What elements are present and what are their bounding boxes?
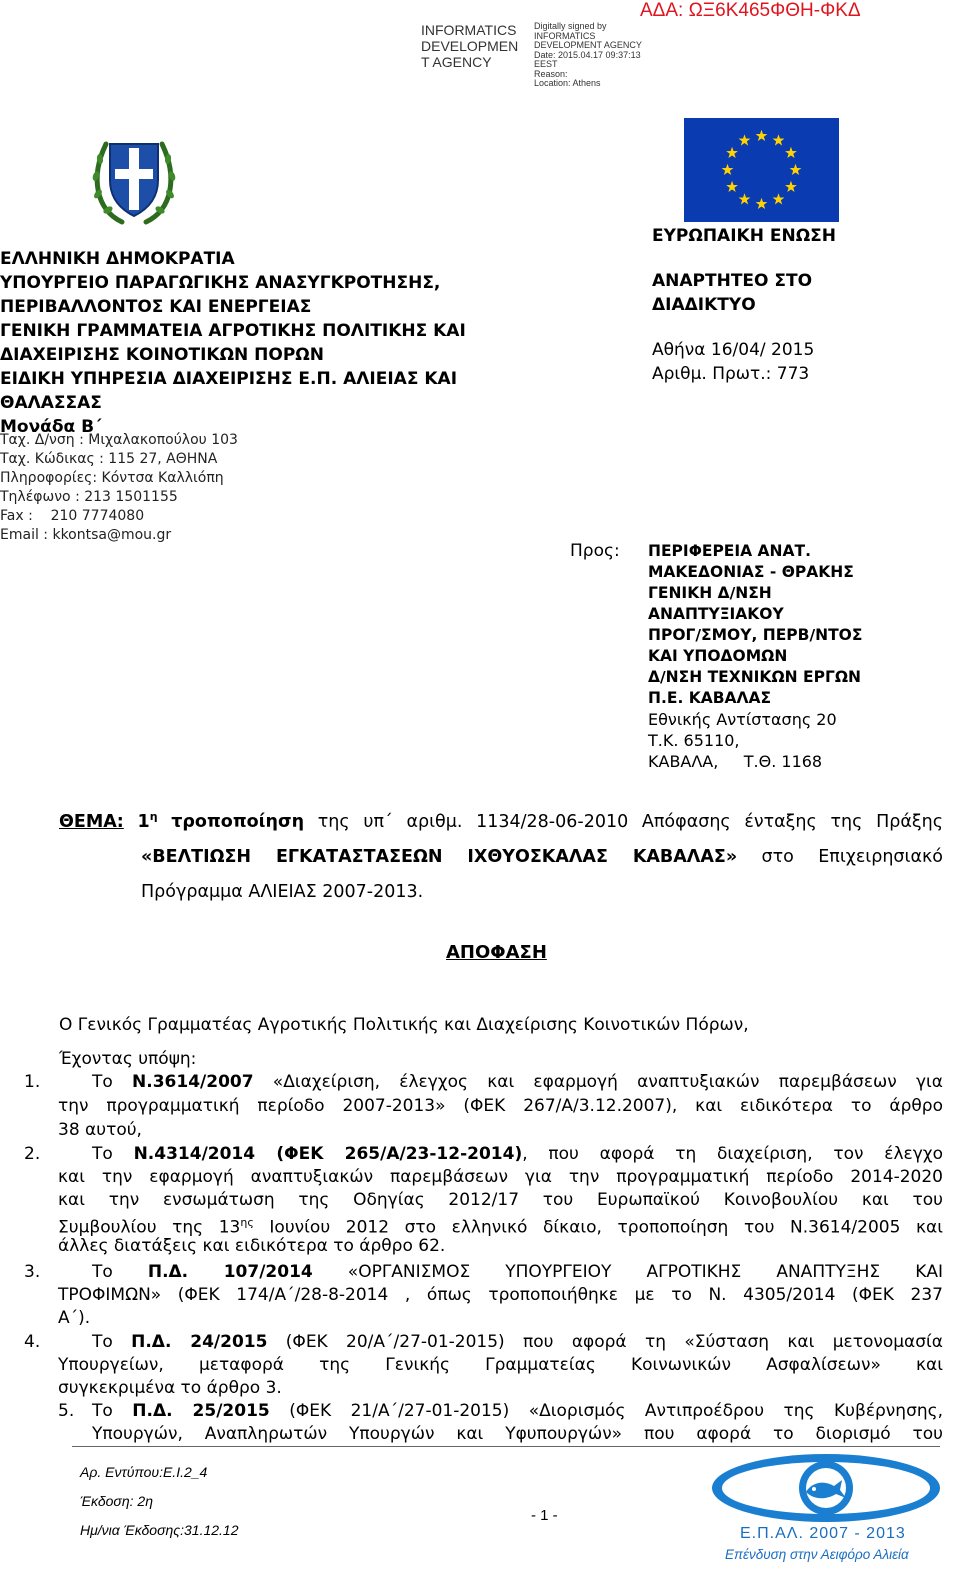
item-text: Το — [92, 1144, 134, 1164]
item-text: «ΟΡΓΑΝΙΣΜΟΣ ΥΠΟΥΡΓΕΙΟΥ ΑΓΡΟΤΙΚΗΣ ΑΝΑΠΤΥΞΗΣ ΚΑΙ — [312, 1262, 943, 1282]
signature-detail: Digitally signed by — [534, 21, 607, 31]
logo-title: Ε.Π.ΑΛ. 2007 - 2013 — [740, 1525, 906, 1542]
contact-line: Ταχ. Κώδικας : 115 27, ΑΘΗΝΑ — [0, 451, 218, 467]
item-number: 3. — [24, 1262, 41, 1282]
list-item — [0, 1399, 943, 1447]
list-item — [0, 1142, 943, 1260]
footer-form-number: Αρ. Εντύπου:Ε.Ι.2_4 — [80, 1464, 208, 1480]
ada-code: ΑΔΑ: ΩΞ6Κ465ΦΘΗ-ΦΚΔ — [640, 0, 861, 21]
sender-line: ΓΕΝΙΚΗ ΓΡΑΜΜΑΤΕΙΑ ΑΓΡΟΤΙΚΗΣ ΠΟΛΙΤΙΚΗΣ ΚΑΙ — [0, 321, 466, 341]
sender-line: ΔΙΑΧΕΙΡΙΣΗΣ ΚΟΙΝΟΤΙΚΩΝ ΠΟΡΩΝ — [0, 345, 324, 365]
item-line — [58, 1260, 943, 1284]
item-law-ref: Ν.4314/2014 (ΦΕΚ 265/Α/23-12-2014) — [133, 1144, 523, 1164]
item-text: (ΦΕΚ 20/Α΄/27-01-2015) που αφορά τη «Σύσταση και μετονομασία — [267, 1332, 943, 1352]
recipient-block — [648, 541, 862, 772]
post-line: ΑΝΑΡΤΗΤΕΟ ΣΤΟ — [652, 271, 813, 291]
item-line: και την εφαρμογή αναπτυξιακών παρεμβάσεων για την προγραμματική περίοδο 2014-2020 — [58, 1167, 943, 1187]
subject-sup: η — [149, 810, 158, 823]
item-line: και την ενσωμάτωση της Οδηγίας 2012/17 του Ευρωπαϊκού Κοινοβουλίου και του — [58, 1190, 943, 1210]
doc-date: Αθήνα 16/04/ 2015 — [652, 340, 815, 360]
intro-text: Ο Γενικός Γραμματέας Αγροτικής Πολιτικής και Διαχείρισης Κοινοτικών Πόρων, — [59, 1015, 749, 1035]
item-line: Α΄). — [58, 1308, 91, 1328]
item-text: Το — [92, 1401, 133, 1421]
list-item — [0, 1330, 943, 1399]
footer-edition: Έκδοση: 2η — [80, 1493, 153, 1509]
recipient-line: ΑΝΑΠΤΥΞΙΑΚΟΥ — [648, 605, 784, 623]
sender-block — [0, 247, 466, 439]
considering-label: Έχοντας υπόψη: — [59, 1049, 197, 1069]
sender-line: ΘΑΛΑΣΣΑΣ — [0, 393, 102, 413]
item-text: Το — [92, 1332, 132, 1352]
item-line: την προγραμματική περίοδο 2007-2013» (ΦΕΚ 267/Α/3.12.2007), και ειδικότερα το άρθρο — [58, 1096, 943, 1116]
item-text: (ΦΕΚ 21/Α΄/27-01-2015) «Διορισμός Αντιπροέδρου της Κυβέρνησης, — [269, 1401, 943, 1421]
list-item — [0, 1260, 943, 1330]
item-line: 38 αυτού, — [58, 1120, 142, 1140]
item-number: 5. — [58, 1401, 75, 1421]
subject-line-3: Πρόγραμμα ΑΛΙΕΙΑΣ 2007-2013. — [141, 881, 424, 902]
item-sup: ης — [240, 1216, 254, 1229]
decision-title: ΑΠΟΦΑΣΗ — [446, 942, 547, 963]
signature-detail: INFORMATICS — [534, 30, 596, 41]
sender-line: ΠΕΡΙΒΑΛΛΟΝΤΟΣ ΚΑΙ ΕΝΕΡΓΕΙΑΣ — [0, 297, 312, 317]
signature-org-line: T AGENCY — [421, 54, 492, 70]
recipient-line: ΜΑΚΕΔΟΝΙΑΣ - ΘΡΑΚΗΣ — [648, 563, 854, 581]
subject-bold: τροποποίηση — [171, 811, 305, 832]
signature-org-line: DEVELOPMEN — [421, 38, 519, 54]
unit-line: Μονάδα Β΄ — [0, 417, 102, 437]
item-law-ref: Ν.3614/2007 — [132, 1072, 254, 1092]
item-text: Το — [92, 1072, 133, 1092]
eu-title: ΕΥΡΩΠΑΙΚΗ ΕΝΩΣΗ — [652, 226, 836, 246]
sender-line: ΥΠΟΥΡΓΕΙΟ ΠΑΡΑΓΩΓΙΚΗΣ ΑΝΑΣΥΓΚΡΟΤΗΣΗΣ, — [0, 273, 441, 293]
protocol-number: Αριθμ. Πρωτ.: 773 — [652, 364, 810, 384]
item-text: Συμβουλίου της 13 — [58, 1217, 241, 1238]
recipient-address: Εθνικής Αντίστασης 20 — [648, 710, 837, 729]
item-number: 2. — [24, 1144, 41, 1164]
sender-line: ΕΙΔΙΚΗ ΥΠΗΡΕΣΙΑ ΔΙΑΧΕΙΡΙΣΗΣ Ε.Π. ΑΛΙΕΙΑΣ ΚΑΙ — [0, 369, 458, 389]
subject-num: 1 — [137, 811, 150, 832]
item-law-ref: Π.Δ. 24/2015 — [131, 1332, 268, 1352]
item-line — [58, 1330, 943, 1354]
signature-org — [421, 22, 518, 70]
signature-detail: Reason: — [534, 68, 568, 79]
item-text: Το — [92, 1262, 148, 1282]
item-line: συγκεκριμένα το άρθρο 3. — [58, 1378, 282, 1398]
footer-divider — [72, 1446, 940, 1447]
footer-edition-date: Ημ/νια Έκδοσης:31.12.12 — [80, 1522, 239, 1538]
list-item — [0, 1070, 943, 1142]
item-line: ΤΡΟΦΙΜΩΝ» (ΦΕΚ 174/Α΄/28-8-2014 , όπως τροποποιήθηκε με το Ν. 4305/2014 (ΦΕΚ 237 — [58, 1285, 943, 1305]
contact-line: Email : kkontsa@mou.gr — [0, 527, 172, 543]
recipient-line: ΠΡΟΓ/ΣΜΟΥ, ΠΕΡΒ/ΝΤΟΣ — [648, 626, 863, 644]
item-text: «Διαχείριση, έλεγχος και εφαρμογή αναπτυξιακών παρεμβάσεων για — [253, 1072, 943, 1092]
signature-org-line: INFORMATICS — [421, 22, 517, 38]
signature-detail: Date: 2015.04.17 09:37:13 — [534, 49, 641, 60]
subject-rest: της υπ΄ αριθμ. 1134/28-06-2010 Απόφασης ένταξης της Πράξης — [317, 811, 943, 832]
item-line — [58, 1142, 943, 1166]
subject-label: ΘΕΜΑ: — [59, 811, 124, 832]
greek-coat-of-arms-icon — [88, 132, 180, 227]
project-title: «ΒΕΛΤΙΩΣΗ ΕΓΚΑΤΑΣΤΑΣΕΩΝ ΙΧΘΥΟΣΚΑΛΑΣ ΚΑΒΑΛΑΣ» — [141, 846, 738, 867]
post-line: ΔΙΑΔΙΚΤΥΟ — [652, 295, 756, 315]
item-line — [58, 1070, 943, 1094]
contact-line: Πληροφορίες: Κόντσα Καλλιόπη — [0, 470, 224, 486]
recipient-line: ΚΑΙ ΥΠΟΔΟΜΩΝ — [648, 647, 788, 665]
page-number: - 1 - — [531, 1507, 558, 1524]
item-text: Ιουνίου 2012 στο ελληνικό δίκαιο, τροποποίηση του Ν.3614/2005 και — [253, 1217, 943, 1238]
recipient-line: Δ/ΝΣΗ ΤΕΧΝΙΚΩΝ ΕΡΓΩΝ — [648, 668, 861, 686]
item-line: Υπουργείων, μεταφορά της Γενικής Γραμματείας Κοινωνικών Ασφαλίσεων» και — [58, 1355, 943, 1375]
subject-line-1 — [59, 804, 943, 835]
signature-detail: Location: Athens — [534, 78, 601, 88]
item-line — [92, 1399, 943, 1423]
recipient-line: Π.Ε. ΚΑΒΑΛΑΣ — [648, 689, 772, 707]
considerations-list — [0, 1070, 943, 1447]
contact-line: Ταχ. Δ/νση : Μιχαλακοπούλου 103 — [0, 432, 238, 448]
recipient-line: ΓΕΝΙΚΗ Δ/ΝΣΗ — [648, 584, 772, 602]
item-line: Υπουργών, Αναπληρωτών Υπουργών και Υφυπουργών» που αφορά το διορισμό του — [92, 1424, 943, 1444]
epal-logo-icon — [708, 1452, 944, 1524]
contact-line: Τηλέφωνο : 213 1501155 — [0, 489, 178, 505]
item-number: 4. — [24, 1332, 41, 1352]
eu-flag-icon — [684, 118, 839, 222]
item-law-ref: Π.Δ. 107/2014 — [147, 1262, 313, 1282]
sender-line: ΕΛΛΗΝΙΚΗ ΔΗΜΟΚΡΑΤΙΑ — [0, 249, 235, 269]
logo-subtitle: Επένδυση στην Αειφόρο Αλιεία — [725, 1547, 909, 1562]
signature-details — [534, 22, 642, 89]
recipient-address: Τ.Κ. 65110, — [648, 731, 740, 750]
item-line: άλλες διατάξεις και ειδικότερα το άρθρο 62. — [58, 1236, 446, 1256]
sender-contact — [0, 431, 238, 545]
recipient-label: Προς: — [570, 541, 620, 561]
signature-detail: EEST — [534, 59, 558, 69]
signature-detail: DEVELOPMENT AGENCY — [534, 40, 642, 50]
subject-block — [59, 804, 943, 905]
item-number: 1. — [24, 1072, 41, 1092]
contact-line: Fax : 210 7774080 — [0, 508, 145, 524]
item-text: , που αφορά τη διαχείριση, τον έλεγχο — [522, 1144, 943, 1164]
recipient-address: ΚΑΒΑΛΑ, Τ.Θ. 1168 — [648, 752, 823, 771]
subject-rest-2: στο Επιχειρησιακό — [761, 846, 943, 867]
recipient-line: ΠΕΡΙΦΕΡΕΙΑ ΑΝΑΤ. — [648, 542, 811, 560]
item-law-ref: Π.Δ. 25/2015 — [132, 1401, 270, 1421]
post-notice — [652, 269, 812, 317]
subject-line-2 — [141, 844, 943, 870]
